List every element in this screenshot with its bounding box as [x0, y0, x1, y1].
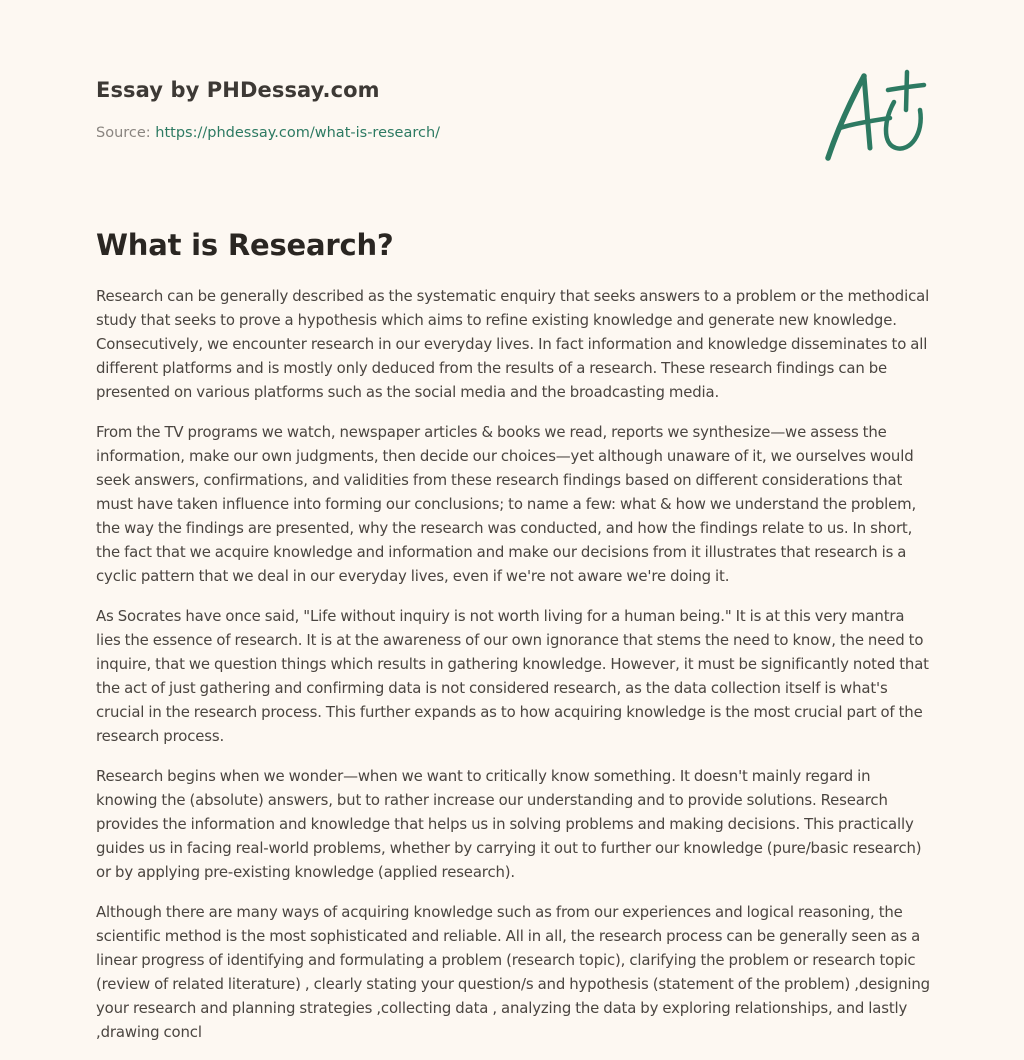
article-body [96, 284, 930, 1060]
source-link[interactable]: https://phdessay.com/what-is-research/ [155, 125, 441, 141]
brand-title: Essay by PHDessay.com [96, 78, 380, 102]
paragraph: Research begins when we wonder—when we want to critically know something. It doesn't mainly regard in knowing the (absolute) answers, but to rather increase our understanding and to provide solutions. Research provides the information and knowledge that helps us in solving problems and making decisions. This practically guides us in facing real-world problems, whether by carrying it out to further our knowledge (pure/basic research) or by applying pre-existing knowledge (applied research). [96, 767, 922, 881]
source-line [96, 123, 796, 143]
paragraph: As Socrates have once said, "Life without inquiry is not worth living for a human being." It is at this very mantra lies the essence of research. It is at the awareness of our own ignorance that stems the need to know, the need to inquire, that we question things which results in gathering knowledge. However, it must be significantly noted that the act of just gathering and confirming data is not considered research, as the data collection itself is what's crucial in the research process. This further expands as to how acquiring knowledge is the most crucial part of the research process. [96, 607, 929, 745]
a-plus-grade-icon [822, 66, 928, 164]
page-title: What is Research? [96, 228, 394, 262]
paragraph: Although there are many ways of acquiring knowledge such as from our experiences and logical reasoning, the scientific method is the most sophisticated and reliable. All in all, the research process can be generally seen as a linear progress of identifying and formulating a problem (research topic), clarifying the problem or research topic (review of related literature) , clearly stating your question/s and hypothesis (statement of the problem) ,designing your research and planning strategies ,collecting data , analyzing the data by exploring relationships, and lastly ,drawing concl [96, 903, 930, 1041]
paragraph: Research can be generally described as the systematic enquiry that seeks answers to a problem or the methodical study that seeks to prove a hypothesis which aims to refine existing knowledge and generate new knowledge. Consecutively, we encounter research in our everyday lives. In fact information and knowledge disseminates to all different platforms and is mostly only deduced from the results of a research. These research findings can be presented on various platforms such as the social media and the broadcasting media. [96, 287, 930, 401]
essay-header [96, 76, 796, 143]
paragraph: From the TV programs we watch, newspaper articles & books we read, reports we synthesize—we assess the information, make our own judgments, then decide our choices—yet although unaware of it, we ourselves would seek answers, confirmations, and validities from these research findings based on different considerations that must have taken influence into forming our conclusions; to name a few: what & how we understand the problem, the way the findings are presented, why the research was conducted, and how the findings relate to us. In short, the fact that we acquire knowledge and information and make our decisions from it illustrates that research is a cyclic pattern that we deal in our everyday lives, even if we're not aware we're doing it. [96, 423, 917, 585]
source-label: Source: [96, 125, 151, 141]
